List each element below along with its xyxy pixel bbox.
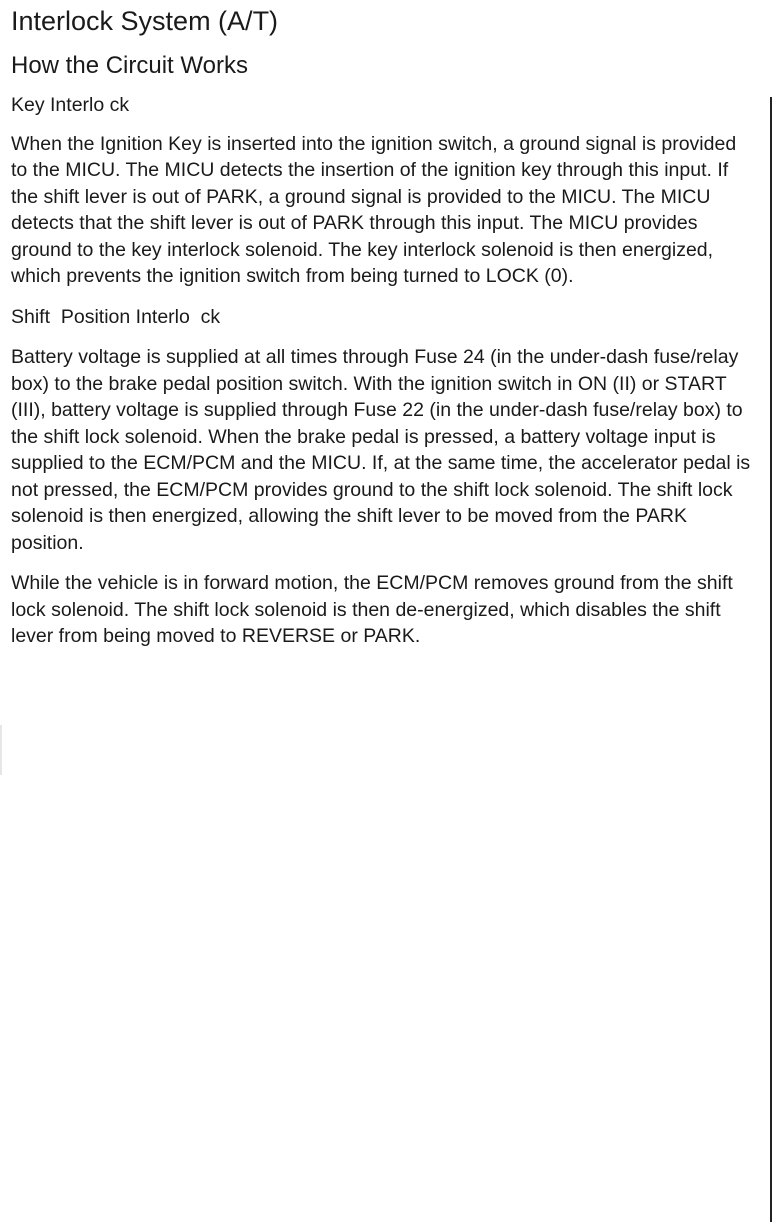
paragraph-key-interlock: When the Ignition Key is inserted into the ignition switch, a ground signal is provided to the MICU. The MICU detects the insertion of the ignition key through this input. If the shift lever is out of PARK, a ground signal is provided to the MICU. The MICU detects that the shift lever is out of PARK through this input. The MICU provides ground to the key interlock solenoid. The key interlock solenoid is then energized, which prevents the ignition switch from being turned to LOCK (0). (11, 132, 737, 287)
section-heading-key-interlock: Key Interlo ck (11, 94, 130, 116)
page-subtitle: How the Circuit Works (11, 52, 248, 79)
section-heading-shift-position-interlock: Shift Position Interlo ck (11, 305, 221, 328)
paragraph-shift-interlock-1: Battery voltage is supplied at all times through Fuse 24 (in the under-dash fuse/relay box) to the brake pedal position switch. With the ignition switch in ON (II) or START (III), battery voltage is supplied through Fuse 22 (in the under-dash fuse/relay box) to the shift lock solenoid. When the brake pedal is pressed, a battery voltage input is supplied to the ECM/PCM and the MICU. If, at the same time, the accelerator pedal is not pressed, the ECM/PCM provides ground to the shift lock solenoid. The shift lock solenoid is then energized, allowing the shift lever to be moved from the PARK position. (11, 346, 751, 554)
left-edge-mark (0, 725, 2, 775)
document-page (11, 0, 756, 650)
right-border-line (770, 97, 772, 1222)
paragraph-shift-interlock-2: While the vehicle is in forward motion, the ECM/PCM removes ground from the shift lock solenoid. The shift lock solenoid is then de-energized, which disables the shift lever from being moved to REVERSE or PARK. (11, 572, 733, 647)
page-title: Interlock System (A/T) (11, 6, 279, 36)
